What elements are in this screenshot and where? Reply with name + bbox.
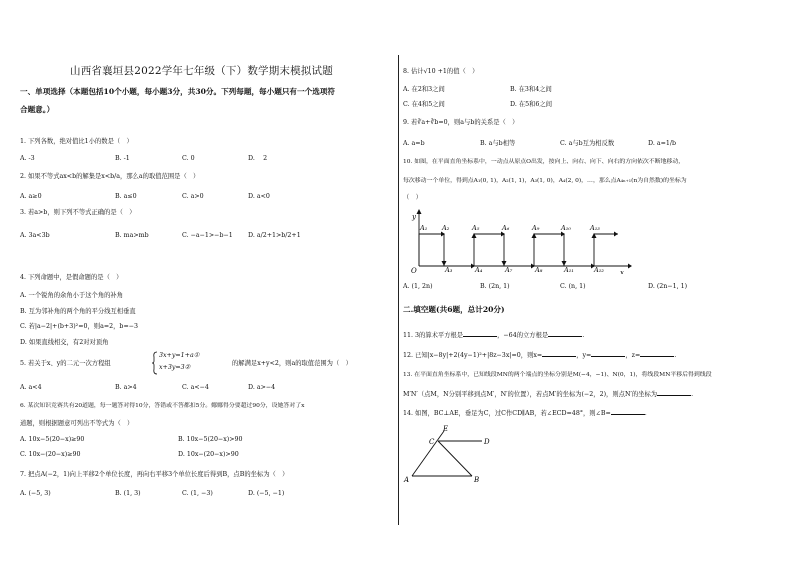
q14-figure — [400, 420, 510, 488]
q14-label-e: E — [443, 425, 449, 433]
page-title: 山西省襄垣县2022学年七年级（下）数学期末模拟试题 — [70, 65, 333, 77]
q6-stem-line2: 道题，则根据题意可列出不等式为（ ） — [20, 420, 134, 427]
q11-text-c: . — [582, 332, 585, 339]
q7-option-a: A. (−5, 3) — [20, 490, 51, 497]
q10-stem-line3: （ ） — [403, 194, 422, 201]
q10-option-b: B. (2n, 1) — [480, 283, 510, 290]
q3-option-a: A. 3a<3b — [20, 232, 50, 239]
q10-point-label: A₁₃ — [590, 224, 600, 232]
q11-line — [403, 331, 584, 339]
q8-option-c: C. 在4和5之间 — [403, 101, 445, 108]
q10-x-label: x — [620, 269, 624, 274]
q10-x-axis-arrow — [628, 264, 632, 269]
q13-end: . — [691, 391, 694, 398]
q5-option-b: B. a>4 — [115, 384, 137, 391]
q1-option-c: C. 0 — [182, 155, 195, 162]
q1-option-d: D. 2 — [248, 155, 268, 162]
q12-text-d: . — [674, 352, 677, 359]
q3-option-b: B. ma>mb — [115, 232, 149, 239]
q10-y-axis-arrow — [417, 209, 422, 214]
q12-text-b: ，y= — [576, 352, 592, 359]
q5-eq1: 3x+y=1+a① — [159, 352, 200, 359]
q10-point-label: A₁ — [420, 224, 428, 232]
q4-option-d: D. 如果直线相交，有2对对顶角 — [20, 339, 109, 346]
q5-brace — [151, 351, 159, 375]
q13-blank[interactable] — [657, 390, 694, 398]
q4-option-c: C. 若|a−2|+(b+3)²=0，则a=2，b=−3 — [20, 323, 138, 330]
q3-option-d: D. a/2+1>b/2+1 — [248, 232, 301, 239]
q14-label-d: D — [484, 438, 490, 446]
q6-stem-line1: 6. 某次知识竞赛共有20道题，每一题答对得10分，答错或不答都扣5分。娜娜得分要超过90分，设她答对了x — [20, 403, 305, 409]
q10-point-label: A₅ — [472, 224, 480, 232]
q13-line1: 13. 在平面直角坐标系中，已知线段MN的两个端点的坐标分别是M(−4，−1)、N(0，1)，将线段MN平移后得到线段 — [403, 372, 712, 378]
q10-point-label: A₃ — [445, 266, 453, 274]
q11-text-a: 11. 3的算术平方根是 — [403, 332, 464, 339]
q14-segment-cb — [438, 441, 472, 476]
q9-option-c: C. a与b互为相反数 — [560, 140, 615, 147]
q9-option-a: A. a=b — [403, 140, 425, 147]
q14-label-b: B — [474, 476, 480, 484]
q10-point-label: A₁₂ — [594, 266, 604, 274]
q6-option-c: C. 10x−(20−x)≥90 — [20, 451, 81, 458]
q2-option-d: D. a<0 — [248, 193, 270, 200]
q9-option-d: D. a=1/b — [648, 140, 677, 147]
q7-option-d: D. (−5, −1) — [248, 490, 285, 497]
q2-option-a: A. a≥0 — [20, 193, 42, 200]
q10-option-d: D. (2n−1, 1) — [648, 283, 688, 290]
q12-line — [403, 351, 676, 359]
q4-option-b: B. 互为邻补角的两个角的平分线互相垂直 — [20, 308, 136, 315]
q8-stem: 8. 估计√10 +1的值（ ） — [403, 68, 479, 75]
right-column — [400, 0, 794, 562]
column-divider — [398, 55, 399, 525]
q10-figure — [406, 204, 632, 274]
q1-option-a: A. -3 — [20, 155, 35, 162]
q1-stem: 1. 下列各数，绝对值比1小的数是（ ） — [20, 138, 133, 145]
q12-blank-z[interactable] — [640, 351, 677, 359]
q5-stem-suffix: 的解满足x+y<2，则a的取值范围为（ ） — [232, 360, 352, 367]
q6-option-d: D. 10x−(20−x)>90 — [178, 451, 239, 458]
q5-option-a: A. a<4 — [20, 384, 42, 391]
q10-origin-label: O — [411, 267, 417, 274]
q10-point-label: A₁₁ — [564, 266, 574, 274]
q10-option-c: C. (n, 1) — [560, 283, 586, 290]
q6-option-a: A. 10x−5(20−x)≥90 — [20, 436, 85, 443]
q14-blank[interactable] — [611, 409, 645, 415]
q10-point-label: A₇ — [505, 266, 513, 274]
q10-option-a: A. (1, 2n) — [403, 283, 433, 290]
q10-point-label: A₈ — [535, 266, 543, 274]
q9-option-b: B. a与b相等 — [480, 140, 516, 147]
q7-option-c: C. (1, −3) — [182, 490, 213, 497]
q13-text: M′N′（点M，N分别平移到点M′，N′的位置），若点M′的坐标为(−2，2)，则点N′的坐标为 — [403, 391, 658, 398]
q2-option-c: C. a>0 — [182, 193, 204, 200]
q10-y-label: y — [412, 213, 416, 221]
q12-text-a: 12. 已知|x−8y|+2(4y−1)²+|8z−3x|=0，则x= — [403, 352, 543, 359]
q2-stem: 2. 如果不等式ax<b的解集是x<b/a，那么a的取值范围是（ ） — [20, 173, 200, 180]
q3-option-c: C. −a−1>−b−1 — [182, 232, 233, 239]
q3-stem: 3. 若a>b，则下列不等式正确的是（ ） — [20, 209, 136, 216]
section1-header-line2: 合题意。） — [20, 105, 55, 114]
q10-arrow — [614, 232, 618, 237]
q9-stem: 9. 若∛a+∛b=0，则a与b的关系是（ ） — [403, 119, 519, 126]
q8-option-a: A. 在2和3之间 — [403, 86, 445, 93]
q10-point-label: A₆ — [502, 224, 510, 232]
q10-point-label: A₁₀ — [561, 224, 571, 232]
section2-header: 二.填空题(共6题，总计20分) — [403, 305, 505, 314]
q10-point-label: A₉ — [532, 224, 540, 232]
q4-stem: 4. 下列命题中，是假命题的是（ ） — [20, 274, 123, 281]
q8-option-b: B. 在3和4之间 — [510, 86, 552, 93]
q10-zigzag-path — [419, 234, 618, 266]
q14-line-ae — [412, 431, 444, 476]
q12-text-c: ，z= — [625, 352, 641, 359]
q11-blank-1[interactable] — [463, 331, 497, 337]
q12-blank-x[interactable] — [542, 351, 576, 357]
q14-label-c: C — [429, 438, 435, 446]
q14-line — [403, 409, 647, 417]
q10-stem-line1: 10. 如图，在平面直角坐标系中，一动点从原点O出发，按向上、向右、向下、向右的方向依次不断地移动， — [403, 159, 685, 165]
q14-end: . — [644, 410, 647, 417]
q1-option-b: B. -1 — [115, 155, 130, 162]
q4-option-a: A. 一个锐角的余角小于这个角的补角 — [20, 292, 124, 299]
q10-stem-line2: 每次移动一个单位，得到点A₁(0, 1)，A₂(1, 1)，A₃(1, 0)，A₄(2, 0)，…，那么点A₄ₙ₊₁(n为自然数)的坐标为 — [403, 178, 687, 184]
q5-eq2: x+3y=3② — [159, 364, 191, 371]
q7-option-b: B. (1, 3) — [115, 490, 141, 497]
q2-option-b: B. a≤0 — [115, 193, 137, 200]
q7-stem: 7. 把点A(−2，1)向上平移2个单位长度，再向右平移3个单位长度后得到B，点B的坐标为（ ） — [20, 471, 289, 478]
q12-blank-y[interactable] — [591, 351, 625, 357]
q5-option-c: C. a<−4 — [182, 384, 209, 391]
q5-stem-prefix: 5. 若关于x、y的二元一次方程组 — [20, 360, 111, 367]
q10-point-label: A₄ — [475, 266, 483, 274]
q13-line2 — [403, 390, 693, 398]
section1-header-line1: 一、单项选择（本题包括10个小题，每小题3分，共30分。下列每题，每小题只有一个选项符 — [20, 87, 335, 96]
q14-label-a: A — [404, 476, 410, 484]
q5-option-d: D. a>−4 — [248, 384, 276, 391]
q11-blank-2[interactable] — [548, 331, 585, 339]
q8-option-d: D. 在5和6之间 — [510, 101, 553, 108]
q10-point-label: A₂ — [442, 224, 450, 232]
q11-text-b: ，−64的立方根是 — [497, 332, 549, 339]
q6-option-b: B. 10x−5(20−x)>90 — [178, 436, 243, 443]
q14-stem: 14. 如图，BC⊥AE，垂足为C，过C作CD∥AB，若∠ECD=48°，则∠B= — [403, 410, 611, 417]
